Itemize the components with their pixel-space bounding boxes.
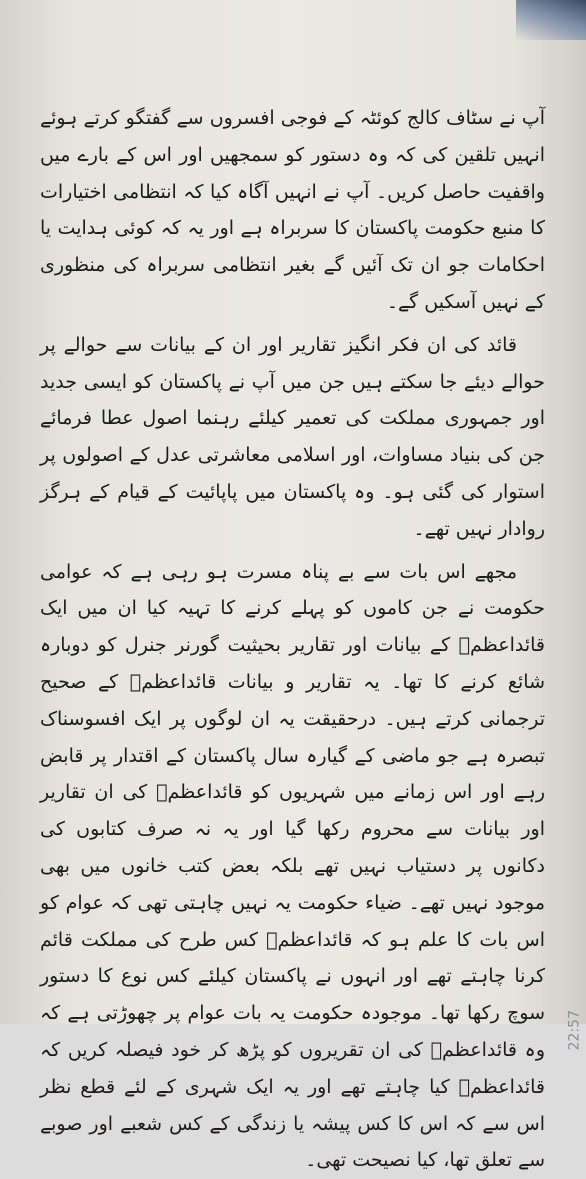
page-corner-shadow [516, 0, 586, 40]
screenshot-timestamp: 22:57 [566, 1010, 582, 1051]
paragraph-staff-college: آپ نے سٹاف کالج کوئٹہ کے فوجی افسروں سے گفتگو کرتے ہوئے انہیں تلقین کی کہ وہ دستور کو سمجھیں اور اس کے بارے میں واقفیت حاصل کریں۔ آپ نے انہیں آگاہ کیا کہ انتظامی اختیارات کا منبع حکومت پاکستان کا سربراہ ہے اور یہ کہ کوئی ہدایت یا احکامات جو ان تک آئیں گے بغیر انتظامی سربراہ کی منظوری کے نہیں آسکیں گے۔ [40, 107, 545, 313]
page-body-text [40, 100, 545, 1179]
paragraph-government-reprint: مجھے اس بات سے بے پناہ مسرت ہو رہی ہے کہ عوامی حکومت نے جن کاموں کو پہلے کرنے کا تہیہ کیا ان میں ایک قائداعظمؒ کے بیانات اور تقاریر بحیثیت گورنر جنرل کو دوبارہ شائع کرنے کا تھا۔ یہ تقاریر و بیانات قائداعظمؒ کے صحیح ترجمانی کرتے ہیں۔ درحقیقت یہ ان لوگوں پر ایک افسوسناک تبصرہ ہے جو ماضی کے گیارہ سال پاکستان کے اقتدار پر قابض رہے اور اس زمانے میں شہریوں کو قائداعظمؒ کی ان تقاریر اور بیانات سے محروم رکھا گیا اور یہ نہ صرف کتابوں کی دکانوں پر دستیاب نہیں تھے بلکہ بعض کتب خانوں میں بھی موجود نہیں تھے۔ ضیاء حکومت یہ نہیں چاہتی تھی کہ عوام کو اس بات کا علم ہو کہ قائداعظمؒ کس طرح کی مملکت قائم کرنا چاہتے تھے اور انہوں نے پاکستان کیلئے کس نوع کا دستور سوچ رکھا تھا۔ موجودہ حکومت یہ بات عوام پر چھوڑتی ہے کہ وہ قائداعظمؒ کی ان تقریروں کو پڑھ کر خود فیصلہ کریں کہ قائداعظمؒ کیا چاہتے تھے اور یہ ایک شہری کے لئے قطع نظر اس سے کہ اس کا کس پیشہ یا زندگی کے کس شعبے اور صوبے سے تعلق تھا، کیا نصیحت تھی۔ [40, 560, 545, 1172]
paragraph-quaid-speeches: قائد کی ان فکر انگیز تقاریر اور ان کے بیانات سے حوالے پر حوالے دیئے جا سکتے ہیں جن میں آپ نے پاکستان کو ایسی جدید اور جمہوری مملکت کی تعمیر کیلئے رہنما اصول عطا فرمائے جن کی بنیاد مساوات، اور اسلامی معاشرتی عدل کے اصولوں پر استوار کی گئی ہو۔ وہ پاکستان میں پاپائیت کے قیام کے ہرگز روادار نہیں تھے۔ [40, 333, 545, 540]
